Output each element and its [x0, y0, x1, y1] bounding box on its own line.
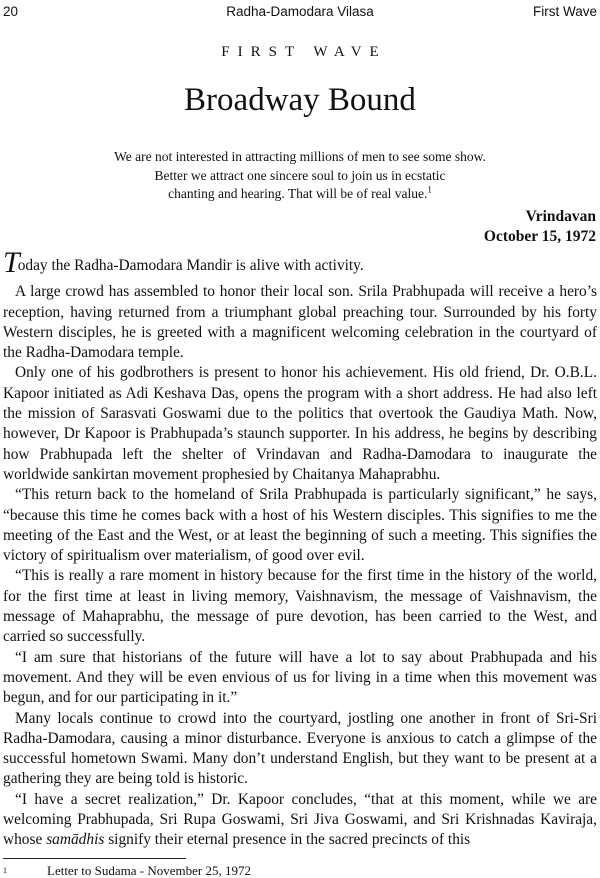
opening-paragraph — [3, 246, 597, 279]
paragraph: “I am sure that historians of the future will have a lot to say about Prabhupada and his movement. And they will be even envious of us for living in a time when this movement was begun, and for our participating in it.” — [3, 648, 597, 707]
footnote-mark: 1 — [3, 866, 7, 875]
drop-cap: T — [3, 246, 20, 279]
epigraph-line: We are not interested in attracting millions of men to see some show. — [114, 149, 486, 164]
footnote — [3, 864, 251, 878]
paragraph: Only one of his godbrothers is present to honor his achievement. His old friend, Dr. O.B.L. Kapoor initiated as Adi Keshava Das, opens the program with a short address. He had also left the mission of Sarasvati Goswami due to the politics that overtook the Gaudiya Math. Now, however, Dr Kapoor is Prabhupada’s staunch supporter. In his address, he begins by describing how Prabhupada left the shelter of Vrindavan and Radha-Damodara to inaugurate the worldwide sankirtan movement prophesied by Chaitanya Mahaprabhu. — [3, 364, 597, 483]
epigraph-line-text: chanting and hearing. That will be of real value. — [168, 186, 428, 201]
running-head — [3, 2, 597, 22]
book-title: Radha-Damodara Vilasa — [226, 4, 374, 19]
wave-label: FIRST WAVE — [221, 44, 387, 60]
epigraph — [0, 148, 600, 204]
paragraph: “This is really a rare moment in history because for the first time in the history of the world, for the first time at least in living memory, Vaishnavism, the message of Vaishnavism, the message of Mahaprabhu, the message of pure devotion, has been carried to the West, and carried so successfully. — [3, 567, 597, 646]
paragraph — [3, 790, 597, 851]
footnote-ref[interactable]: 1 — [427, 184, 432, 195]
italic-term: samādhis — [46, 831, 105, 849]
chapter-title: Broadway Bound — [184, 82, 416, 118]
footnote-divider — [3, 858, 186, 859]
epigraph-line: Better we attract one sincere soul to join us in ecstatic — [154, 167, 446, 183]
dateline — [484, 207, 596, 247]
dateline-place: Vrindavan — [525, 208, 596, 225]
paragraph: A large crowd has assembled to honor their local son. Srila Prabhupada will receive a hero’s reception, having returned from a triumphant global preaching tour. Surrounded by his forty Western disciples, he is greeted with a magnificent welcoming celebration in the courtyard of the Radha-Damodara temple. — [3, 283, 597, 362]
page-number: 20 — [3, 4, 19, 19]
epigraph-line — [0, 185, 600, 204]
body-text — [3, 246, 597, 851]
paragraph-text: signify their eternal presence in the sacred precincts of this — [104, 831, 471, 849]
paragraph: Many locals continue to crowd into the courtyard, jostling one another in front of Sri-Sri Radha-Damodara, causing a minor disturbance. Everyone is anxious to catch a glimpse of the successful hometown Swami. Many don’t understand English, but they want to be present at a gathering they are being told is historic. — [3, 709, 597, 788]
section-name: First Wave — [533, 4, 597, 19]
opening-text: oday the Radha-Damodara Mandir is alive with activity. — [17, 257, 364, 274]
paragraph: “This return back to the homeland of Srila Prabhupada is particularly significant,” he says, “because this time he comes back with a host of his Western disciples. This signifies to me the meeting of the East and the West, or at least the beginning of such a meeting. This signifies the victory of spiritualism over materialism, of good over evil. — [3, 486, 597, 565]
dateline-date: October 15, 1972 — [483, 228, 596, 245]
paragraph-text: “I have a secret realization,” Dr. Kapoor concludes, “that at this moment, while we are welcoming Prabhupada, Sri Rupa Goswami, Sri Jiva Goswami, and Sri Krishnadas Kaviraja, whose — [3, 790, 597, 849]
footnote-text: Letter to Sudama - November 25, 1972 — [47, 863, 251, 878]
